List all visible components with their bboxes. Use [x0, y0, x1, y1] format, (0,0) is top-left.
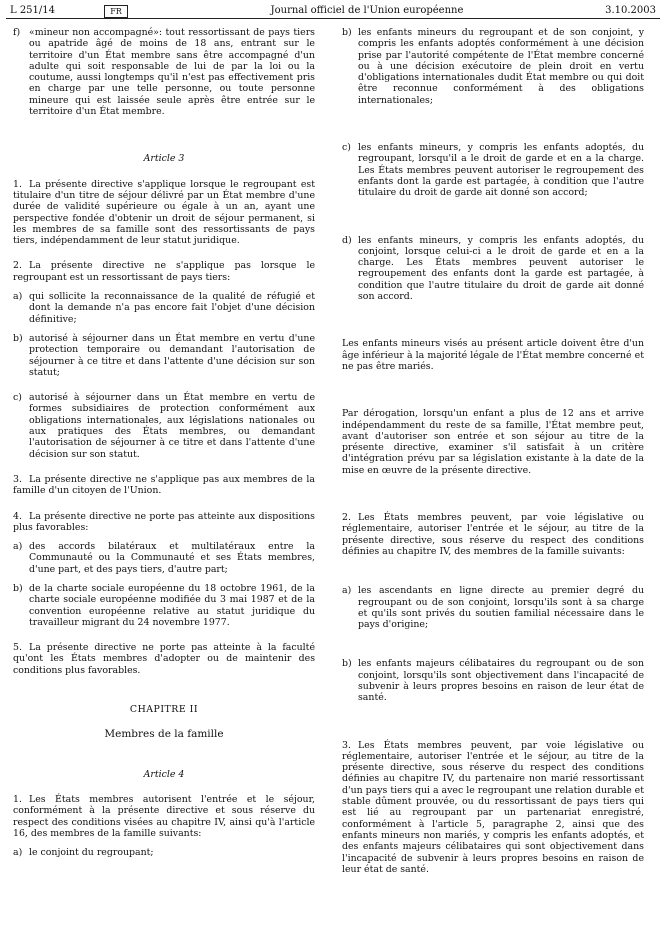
article-4-item-c: [342, 142, 644, 198]
article-3-paragraph-3: [13, 474, 315, 497]
paragraph-text: La présente directive ne s'applique pas lorsque le regroupant est un ressortissant de pays tiers:: [13, 260, 315, 283]
item-text: de la charte sociale européenne du 18 octobre 1961, de la charte sociale européenne modifiée du 3 mai 1987 et de la convention européenne relative au statut juridique du travailleur migrant du 24 novembre 1977.: [29, 582, 315, 628]
paragraph-number: 5.: [13, 642, 22, 654]
article-4-item-2b: [342, 658, 644, 703]
article-4-item-a: [13, 847, 315, 858]
item-label: c): [342, 142, 351, 154]
article-4-item-b: [342, 27, 644, 106]
paragraph-minors: Les enfants mineurs visés au présent article doivent être d'un âge inférieur à la majorité légale de l'État membre concerné et ne pas être mariés.: [342, 338, 644, 372]
chapter-title: Membres de la famille: [104, 728, 224, 741]
item-text: les enfants mineurs du regroupant et de son conjoint, y compris les enfants adoptés conformément à une décision prise par l'autorité compétente de l'État membre concerné ou à une décision exécutoire de plein droit en vertu d'obligations internationales dudit État membre ou qui doit être reconnue conformément à des obligations internationales;: [358, 27, 644, 106]
paragraph-number: 3.: [342, 739, 351, 751]
item-label: a): [13, 847, 23, 859]
item-label: b): [342, 27, 352, 38]
paragraph-number: 3.: [13, 473, 22, 485]
article-3-paragraph-5: [13, 642, 315, 676]
paragraph-text: La présente directive ne porte pas atteinte aux dispositions plus favorables:: [13, 510, 315, 533]
paragraph-number: 4.: [13, 510, 22, 522]
page-header: [6, 4, 660, 19]
article-3-paragraph-4: [13, 511, 315, 534]
right-column: [342, 27, 644, 875]
item-label: d): [342, 234, 352, 246]
item-label: a): [13, 541, 23, 553]
paragraph-number: 1.: [13, 793, 22, 805]
chapter-heading: CHAPITRE II: [129, 704, 199, 716]
paragraph-number: 2.: [13, 260, 22, 272]
item-text: qui sollicite la reconnaissance de la qualité de réfugié et dont la demande n'a pas encore fait l'objet d'une décision définitive;: [29, 291, 315, 325]
item-text: autorisé à séjourner dans un État membre en vertu de formes subsidiaires de protection conformément aux obligations internationales, aux législations nationales ou aux pratiques des États membres, ou demandant l'autorisation de séjourner à ce titre et dans l'attente d'une décision sur son statut.: [29, 392, 315, 460]
article-4-paragraph-3: [342, 740, 644, 876]
paragraph-number: 1.: [13, 178, 22, 190]
item-label: b): [13, 582, 23, 594]
article-3-item-4a: [13, 541, 315, 575]
paragraph-text: La présente directive s'applique lorsque le regroupant est titulaire d'un titre de séjour délivré par un État membre d'une durée de validité supérieure ou égale à un an, ayant une perspective fondée d'obtenir un droit de séjour permanent, si les membres de sa famille sont des ressortissants de pays tiers, indépendamment de leur statut juridique.: [13, 178, 315, 247]
paragraph-number: 2.: [342, 512, 351, 524]
item-text: les enfants majeurs célibataires du regroupant ou de son conjoint, lorsqu'ils sont objectivement dans l'incapacité de subvenir à leurs propres besoins en raison de leur état de santé.: [358, 658, 644, 704]
item-text: autorisé à séjourner dans un État membre en vertu d'une protection temporaire ou demandant l'autorisation de séjourner à ce titre et dans l'attente d'une décision sur son statut;: [29, 332, 315, 378]
article-3-paragraph-2: [13, 260, 315, 283]
item-text: des accords bilatéraux et multilatéraux entre la Communauté ou la Communauté et ses États membres, d'une part, et des pays tiers, d'autre part;: [29, 541, 315, 575]
article-3-item-4b: [13, 583, 315, 628]
journal-title: Journal officiel de l'Union européenne: [270, 5, 464, 16]
article-4-title: Article 4: [143, 768, 185, 780]
language-badge: FR: [104, 5, 128, 18]
item-label: f): [13, 27, 21, 38]
paragraph-text: La présente directive ne s'applique pas aux membres de la famille d'un citoyen de l'Union.: [13, 473, 315, 497]
article-3-title: Article 3: [143, 153, 185, 165]
paragraph-text: Les États membres peuvent, par voie législative ou réglementaire, autoriser l'entrée et le séjour, au titre de la présente directive, sous réserve du respect des conditions définies au chapitre IV, du partenaire non marié ressortissant d'un pays tiers qui a avec le regroupant une relation durable et stable dûment prouvée, ou du ressortissant de pays tiers qui est lié au regroupant par un partenariat enregistré, conformément à l'article 5, paragraphe 2, ainsi que des enfants mineurs non mariés, y compris les enfants adoptés, et des enfants majeurs célibataires qui sont objectivement dans l'incapacité de subvenir à leurs propres besoins en raison de leur état de santé.: [342, 739, 644, 875]
article-3-item-a: [13, 291, 315, 325]
item-text: «mineur non accompagné»: tout ressortissant de pays tiers ou apatride âgé de moins de 18 ans, entrant sur le territoire d'un État membre sans être accompagné d'un adulte qui soit responsable de lui de par la loi ou la coutume, aussi longtemps qu'il n'est pas effectivement pris en charge par une telle personne, ou toute personne mineure qui est laissée seule après être entrée sur le territoire d'un État membre.: [29, 27, 315, 118]
definition-f: [13, 27, 315, 117]
page-number: L 251/14: [10, 5, 55, 16]
item-label: b): [342, 658, 352, 670]
article-4-item-d: [342, 235, 644, 303]
paragraph-text: Les États membres autorisent l'entrée et le séjour, conformément à la présente directive et sous réserve du respect des conditions visées au chapitre IV, ainsi qu'à l'article 16, des membres de la famille suivants:: [13, 793, 315, 839]
item-label: c): [13, 392, 22, 404]
item-text: les enfants mineurs, y compris les enfants adoptés, du conjoint, lorsque celui-ci a le droit de garde et en a la charge. Les États membres peuvent autoriser le regroupement des enfants dont la garde est partagée, à condition que l'autre titulaire du droit de garde ait donné son accord.: [358, 234, 644, 303]
article-3-paragraph-1: [13, 179, 315, 247]
article-3-item-c: [13, 392, 315, 460]
item-text: le conjoint du regroupant;: [29, 847, 154, 859]
article-4-paragraph-2: [342, 512, 644, 557]
item-label: a): [342, 585, 352, 597]
item-label: a): [13, 291, 23, 303]
paragraph-text: Les États membres peuvent, par voie législative ou réglementaire, autoriser l'entrée et le séjour, au titre de la présente directive, sous réserve du respect des conditions définies au chapitre IV, des membres de la famille suivants:: [342, 512, 644, 557]
article-4-paragraph-1: [13, 794, 315, 839]
publication-date: 3.10.2003: [605, 5, 656, 16]
item-label: b): [13, 332, 23, 344]
item-text: les ascendants en ligne directe au premier degré du regroupant ou de son conjoint, lorsqu'ils sont à sa charge et qu'ils sont privés du soutien familial nécessaire dans le pays d'origine;: [358, 585, 644, 631]
article-4-item-2a: [342, 585, 644, 630]
article-3-item-b: [13, 333, 315, 378]
left-column: [13, 27, 315, 858]
paragraph-derogation: Par dérogation, lorsqu'un enfant a plus de 12 ans et arrive indépendamment du reste de sa famille, l'État membre peut, avant d'autoriser son entrée et son séjour au titre de la présente directive, examiner s'il satisfait à un critère d'intégration prévu par sa législation existante à la date de la mise en œuvre de la présente directive.: [342, 408, 644, 476]
paragraph-text: La présente directive ne porte pas atteinte à la faculté qu'ont les États membres d'adopter ou de maintenir des conditions plus favorables.: [13, 642, 315, 676]
item-text: les enfants mineurs, y compris les enfants adoptés, du regroupant, lorsqu'il a le droit de garde et en a la charge. Les États membres peuvent autoriser le regroupement des enfants dont la garde est partagée, à condition que l'autre titulaire du droit de garde ait donné son accord;: [358, 142, 644, 199]
